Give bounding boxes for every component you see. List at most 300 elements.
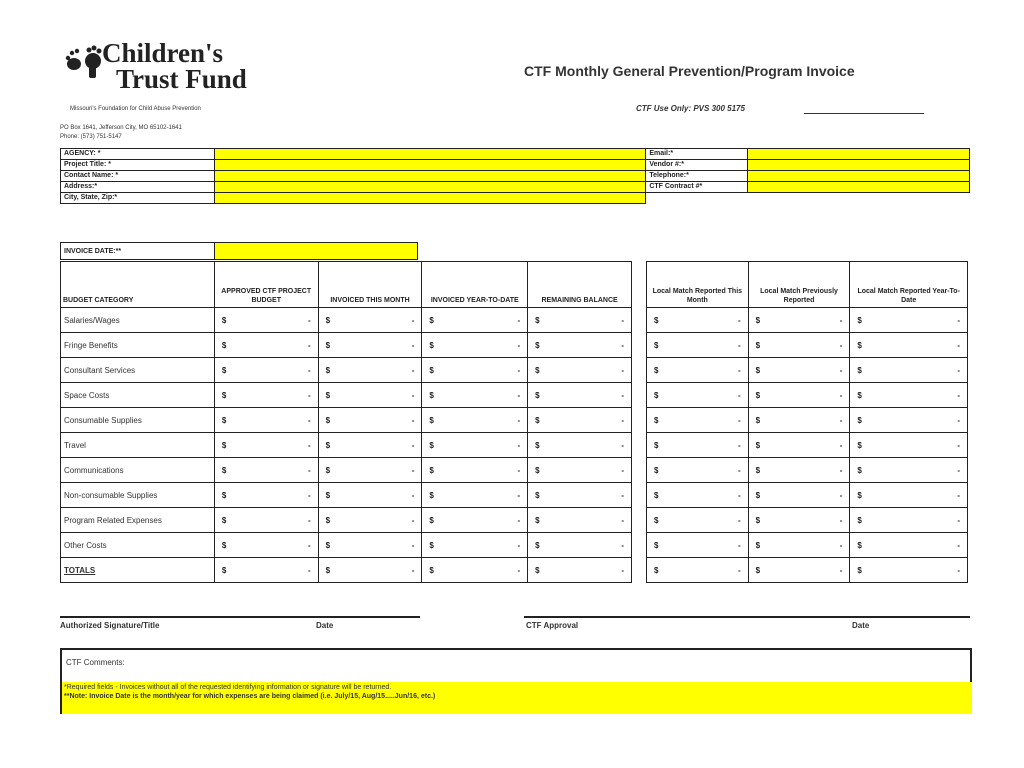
dash-value: - <box>621 515 624 525</box>
logo-wordmark <box>102 40 247 92</box>
currency-symbol: $ <box>221 340 227 350</box>
label-city-state-zip: City, State, Zip:* <box>61 193 215 204</box>
currency-symbol: $ <box>755 340 761 350</box>
invoiced-month-cell[interactable] <box>318 333 422 358</box>
dash-value: - <box>307 340 311 350</box>
invoiced-ytd-cell[interactable] <box>422 333 528 358</box>
table-row <box>61 358 632 383</box>
approved-budget-cell[interactable] <box>214 383 318 408</box>
match-previous-cell[interactable] <box>748 508 850 533</box>
table-row <box>647 333 968 358</box>
currency-symbol: $ <box>325 565 331 575</box>
email-field[interactable] <box>748 149 970 160</box>
match-previous-cell[interactable] <box>748 333 850 358</box>
remaining-balance-cell[interactable] <box>528 358 632 383</box>
dash-value: - <box>307 365 311 375</box>
budget-category-cell: Travel <box>61 433 215 458</box>
dash-value: - <box>517 440 521 450</box>
currency-symbol: $ <box>654 440 659 450</box>
currency-symbol: $ <box>429 490 434 500</box>
match-previous-cell[interactable] <box>748 308 850 333</box>
col-invoiced-month: INVOICED THIS MONTH <box>318 262 422 308</box>
currency-symbol: $ <box>429 465 434 475</box>
approved-budget-cell[interactable] <box>214 458 318 483</box>
dash-value: - <box>957 365 960 375</box>
match-previous-cell[interactable] <box>748 558 850 583</box>
approved-budget-cell[interactable] <box>214 483 318 508</box>
currency-symbol: $ <box>857 315 862 325</box>
dash-value: - <box>307 540 311 550</box>
currency-symbol: $ <box>325 490 331 500</box>
invoiced-ytd-cell[interactable] <box>422 508 528 533</box>
currency-symbol: $ <box>755 465 761 475</box>
dash-value: - <box>307 315 311 325</box>
budget-category-cell: Fringe Benefits <box>61 333 215 358</box>
currency-symbol: $ <box>755 440 761 450</box>
dash-value: - <box>957 465 960 475</box>
dash-value: - <box>738 515 741 525</box>
dash-value: - <box>839 540 843 550</box>
table-row <box>61 333 632 358</box>
approved-budget-cell[interactable] <box>214 533 318 558</box>
remaining-balance-cell[interactable] <box>528 433 632 458</box>
match-ytd-cell[interactable] <box>850 308 968 333</box>
table-row <box>647 383 968 408</box>
remaining-balance-cell[interactable] <box>528 308 632 333</box>
col-match-this-month: Local Match Reported This Month <box>647 262 749 308</box>
currency-symbol: $ <box>857 440 862 450</box>
table-row <box>647 358 968 383</box>
currency-symbol: $ <box>755 365 761 375</box>
currency-symbol: $ <box>654 340 659 350</box>
dash-value: - <box>839 565 843 575</box>
page-title: CTF Monthly General Prevention/Program Invoice <box>524 63 855 79</box>
invoiced-month-cell[interactable] <box>318 408 422 433</box>
currency-symbol: $ <box>755 565 761 575</box>
dash-value: - <box>517 465 521 475</box>
table-row <box>61 483 632 508</box>
table-row <box>647 458 968 483</box>
ctf-comments-label: CTF Comments: <box>66 658 125 667</box>
table-row <box>61 458 632 483</box>
currency-symbol: $ <box>535 440 540 450</box>
dash-value: - <box>307 440 311 450</box>
table-row <box>61 533 632 558</box>
match-ytd-cell[interactable] <box>850 508 968 533</box>
match-ytd-cell[interactable] <box>850 433 968 458</box>
currency-symbol: $ <box>325 465 331 475</box>
currency-symbol: $ <box>755 415 761 425</box>
dash-value: - <box>411 515 415 525</box>
match-ytd-cell[interactable] <box>850 358 968 383</box>
invoice-date-field[interactable] <box>214 243 417 260</box>
currency-symbol: $ <box>325 365 331 375</box>
currency-symbol: $ <box>429 315 434 325</box>
currency-symbol: $ <box>857 490 862 500</box>
table-row <box>647 558 968 583</box>
currency-symbol: $ <box>535 315 540 325</box>
match-month-cell[interactable] <box>647 483 749 508</box>
currency-symbol: $ <box>429 365 434 375</box>
currency-symbol: $ <box>429 415 434 425</box>
dash-value: - <box>621 415 624 425</box>
label-contact-name: Contact Name: * <box>61 171 215 182</box>
address-field[interactable] <box>214 182 645 193</box>
budget-table <box>60 261 632 583</box>
match-previous-cell[interactable] <box>748 408 850 433</box>
dash-value: - <box>839 415 843 425</box>
dash-value: - <box>411 340 415 350</box>
match-ytd-cell[interactable] <box>850 458 968 483</box>
currency-symbol: $ <box>221 365 227 375</box>
match-previous-cell[interactable] <box>748 483 850 508</box>
remaining-balance-cell[interactable] <box>528 558 632 583</box>
label-telephone: Telephone:* <box>646 171 748 182</box>
remaining-balance-cell[interactable] <box>528 408 632 433</box>
match-month-cell[interactable] <box>647 433 749 458</box>
col-match-previous: Local Match Previously Reported <box>748 262 850 308</box>
agency-info-table <box>60 148 970 204</box>
dash-value: - <box>957 340 960 350</box>
budget-category-cell: Consumable Supplies <box>61 408 215 433</box>
dash-value: - <box>517 415 521 425</box>
match-previous-cell[interactable] <box>748 533 850 558</box>
ctf-comments-box[interactable] <box>60 648 972 682</box>
invoiced-ytd-cell[interactable] <box>422 308 528 333</box>
dash-value: - <box>621 540 624 550</box>
currency-symbol: $ <box>755 315 761 325</box>
authorized-signature-line[interactable] <box>60 616 420 618</box>
budget-category-cell: Program Related Expenses <box>61 508 215 533</box>
currency-symbol: $ <box>535 515 540 525</box>
table-row <box>61 383 632 408</box>
match-ytd-cell[interactable] <box>850 333 968 358</box>
note-required-fields: *Required fields - Invoices without all of the requested identifying information or signature will be returned. <box>64 684 392 691</box>
table-row <box>647 308 968 333</box>
date-label-2: Date <box>852 621 870 630</box>
currency-symbol: $ <box>654 515 659 525</box>
tagline: Missouri's Foundation for Child Abuse Prevention <box>70 106 201 112</box>
approved-budget-cell[interactable] <box>214 333 318 358</box>
dash-value: - <box>738 315 741 325</box>
label-agency: AGENCY: * <box>61 149 215 160</box>
invoiced-ytd-cell[interactable] <box>422 358 528 383</box>
ctf-approval-line[interactable] <box>524 616 970 618</box>
dash-value: - <box>411 440 415 450</box>
notes-box <box>60 682 972 714</box>
contract-field[interactable] <box>748 182 970 193</box>
currency-symbol: $ <box>857 565 862 575</box>
currency-symbol: $ <box>325 440 331 450</box>
currency-symbol: $ <box>755 390 761 400</box>
invoiced-ytd-cell[interactable] <box>422 383 528 408</box>
dash-value: - <box>307 490 311 500</box>
dash-value: - <box>621 315 624 325</box>
dash-value: - <box>517 365 521 375</box>
currency-symbol: $ <box>221 515 227 525</box>
table-row <box>61 508 632 533</box>
logo-line2: Trust Fund <box>116 64 247 94</box>
currency-symbol: $ <box>535 565 540 575</box>
dash-value: - <box>307 465 311 475</box>
table-row <box>647 408 968 433</box>
dash-value: - <box>738 465 741 475</box>
approved-budget-cell[interactable] <box>214 558 318 583</box>
dash-value: - <box>839 440 843 450</box>
dash-value: - <box>307 390 311 400</box>
dash-value: - <box>621 490 624 500</box>
budget-category-cell: Consultant Services <box>61 358 215 383</box>
currency-symbol: $ <box>325 415 331 425</box>
ctf-use-field[interactable] <box>804 113 924 114</box>
dash-value: - <box>957 540 960 550</box>
currency-symbol: $ <box>221 440 227 450</box>
dash-value: - <box>957 415 960 425</box>
ctf-use-label: CTF Use Only: PVS 300 5175 <box>636 104 745 113</box>
col-budget-category: BUDGET CATEGORY <box>61 262 215 308</box>
currency-symbol: $ <box>535 365 540 375</box>
approved-budget-cell[interactable] <box>214 358 318 383</box>
dash-value: - <box>411 540 415 550</box>
invoiced-month-cell[interactable] <box>318 358 422 383</box>
dash-value: - <box>411 390 415 400</box>
dash-value: - <box>957 490 960 500</box>
dash-value: - <box>957 565 960 575</box>
match-previous-cell[interactable] <box>748 458 850 483</box>
budget-category-cell: Communications <box>61 458 215 483</box>
approved-budget-cell[interactable] <box>214 433 318 458</box>
currency-symbol: $ <box>429 340 434 350</box>
dash-value: - <box>957 315 960 325</box>
invoiced-ytd-cell[interactable] <box>422 558 528 583</box>
dash-value: - <box>957 515 960 525</box>
match-month-cell[interactable] <box>647 458 749 483</box>
currency-symbol: $ <box>654 390 659 400</box>
currency-symbol: $ <box>654 540 659 550</box>
contact-name-field[interactable] <box>214 171 645 182</box>
label-contract: CTF Contract #* <box>646 182 748 193</box>
currency-symbol: $ <box>535 540 540 550</box>
currency-symbol: $ <box>325 315 331 325</box>
hands-logo-icon <box>62 44 104 80</box>
dash-value: - <box>839 315 843 325</box>
invoiced-month-cell[interactable] <box>318 508 422 533</box>
table-row <box>647 533 968 558</box>
currency-symbol: $ <box>325 340 331 350</box>
currency-symbol: $ <box>654 565 659 575</box>
invoiced-month-cell[interactable] <box>318 308 422 333</box>
dash-value: - <box>517 565 521 575</box>
dash-value: - <box>517 540 521 550</box>
invoiced-month-cell[interactable] <box>318 558 422 583</box>
dash-value: - <box>621 340 624 350</box>
authorized-signature-label: Authorized Signature/Title <box>60 621 160 630</box>
dash-value: - <box>738 390 741 400</box>
dash-value: - <box>738 340 741 350</box>
currency-symbol: $ <box>857 415 862 425</box>
invoiced-ytd-cell[interactable] <box>422 408 528 433</box>
dash-value: - <box>738 565 741 575</box>
table-row <box>61 558 632 583</box>
match-previous-cell[interactable] <box>748 433 850 458</box>
local-match-table <box>646 261 968 583</box>
budget-category-cell: Space Costs <box>61 383 215 408</box>
match-previous-cell[interactable] <box>748 358 850 383</box>
address: PO Box 1641, Jefferson City, MO 65102-1641 <box>60 125 182 131</box>
currency-symbol: $ <box>755 515 761 525</box>
currency-symbol: $ <box>755 490 761 500</box>
approved-budget-cell[interactable] <box>214 408 318 433</box>
currency-symbol: $ <box>857 465 862 475</box>
currency-symbol: $ <box>221 315 227 325</box>
dash-value: - <box>839 390 843 400</box>
match-ytd-cell[interactable] <box>850 558 968 583</box>
match-month-cell[interactable] <box>647 383 749 408</box>
vendor-field[interactable] <box>748 160 970 171</box>
currency-symbol: $ <box>429 565 434 575</box>
invoiced-ytd-cell[interactable] <box>422 458 528 483</box>
col-match-ytd: Local Match Reported Year-To-Date <box>850 262 968 308</box>
invoiced-ytd-cell[interactable] <box>422 533 528 558</box>
match-month-cell[interactable] <box>647 508 749 533</box>
currency-symbol: $ <box>221 565 227 575</box>
dash-value: - <box>411 465 415 475</box>
remaining-balance-cell[interactable] <box>528 383 632 408</box>
label-email: Email:* <box>646 149 748 160</box>
currency-symbol: $ <box>535 340 540 350</box>
label-project-title: Project Title: * <box>61 160 215 171</box>
currency-symbol: $ <box>535 465 540 475</box>
currency-symbol: $ <box>429 440 434 450</box>
label-vendor: Vendor #:* <box>646 160 748 171</box>
budget-category-cell: TOTALS <box>61 558 215 583</box>
dash-value: - <box>411 315 415 325</box>
table-row <box>647 483 968 508</box>
remaining-balance-cell[interactable] <box>528 333 632 358</box>
match-month-cell[interactable] <box>647 408 749 433</box>
currency-symbol: $ <box>429 540 434 550</box>
currency-symbol: $ <box>325 540 331 550</box>
invoiced-month-cell[interactable] <box>318 433 422 458</box>
match-month-cell[interactable] <box>647 533 749 558</box>
dash-value: - <box>621 565 624 575</box>
ctf-approval-label: CTF Approval <box>526 621 579 630</box>
dash-value: - <box>411 490 415 500</box>
match-month-cell[interactable] <box>647 558 749 583</box>
dash-value: - <box>738 365 741 375</box>
invoiced-ytd-cell[interactable] <box>422 433 528 458</box>
invoiced-ytd-cell[interactable] <box>422 483 528 508</box>
invoiced-month-cell[interactable] <box>318 483 422 508</box>
currency-symbol: $ <box>654 465 659 475</box>
logo-line1: Children's <box>102 38 224 68</box>
budget-category-cell: Salaries/Wages <box>61 308 215 333</box>
remaining-balance-cell[interactable] <box>528 508 632 533</box>
invoiced-month-cell[interactable] <box>318 533 422 558</box>
dash-value: - <box>517 490 521 500</box>
table-row <box>647 508 968 533</box>
dash-value: - <box>621 465 624 475</box>
table-row <box>61 433 632 458</box>
invoiced-month-cell[interactable] <box>318 383 422 408</box>
dash-value: - <box>411 365 415 375</box>
currency-symbol: $ <box>535 490 540 500</box>
currency-symbol: $ <box>221 390 227 400</box>
table-row <box>61 308 632 333</box>
approved-budget-cell[interactable] <box>214 508 318 533</box>
col-invoiced-ytd: INVOICED YEAR-TO-DATE <box>422 262 528 308</box>
remaining-balance-cell[interactable] <box>528 533 632 558</box>
match-ytd-cell[interactable] <box>850 383 968 408</box>
match-previous-cell[interactable] <box>748 383 850 408</box>
agency-field[interactable] <box>214 149 645 160</box>
phone: Phone: (573) 751-5147 <box>60 134 122 140</box>
dash-value: - <box>621 390 624 400</box>
match-month-cell[interactable] <box>647 308 749 333</box>
city-state-zip-field[interactable] <box>214 193 645 204</box>
dash-value: - <box>307 515 311 525</box>
note-invoice-date: **Note: Invoice Date is the month/year for which expenses are being claimed (i.e. July/15, Aug/15.....Jun/16, etc.) <box>64 693 436 700</box>
dash-value: - <box>738 540 741 550</box>
budget-table-body <box>61 308 632 583</box>
budget-category-cell: Non-consumable Supplies <box>61 483 215 508</box>
invoiced-month-cell[interactable] <box>318 458 422 483</box>
dash-value: - <box>957 390 960 400</box>
remaining-balance-cell[interactable] <box>528 458 632 483</box>
currency-symbol: $ <box>325 390 331 400</box>
approved-budget-cell[interactable] <box>214 308 318 333</box>
dash-value: - <box>621 365 624 375</box>
invoice-date-table <box>60 242 418 260</box>
currency-symbol: $ <box>654 415 659 425</box>
currency-symbol: $ <box>857 390 862 400</box>
dash-value: - <box>411 415 415 425</box>
dash-value: - <box>839 515 843 525</box>
match-ytd-cell[interactable] <box>850 408 968 433</box>
match-ytd-cell[interactable] <box>850 483 968 508</box>
project-title-field[interactable] <box>214 160 645 171</box>
dash-value: - <box>517 340 521 350</box>
dash-value: - <box>621 440 624 450</box>
dash-value: - <box>839 340 843 350</box>
blank-cell <box>646 193 970 204</box>
dash-value: - <box>307 565 311 575</box>
dash-value: - <box>517 515 521 525</box>
col-approved-budget: APPROVED CTF PROJECT BUDGET <box>214 262 318 308</box>
currency-symbol: $ <box>857 540 862 550</box>
label-address: Address:* <box>61 182 215 193</box>
currency-symbol: $ <box>429 390 434 400</box>
currency-symbol: $ <box>221 490 227 500</box>
currency-symbol: $ <box>654 490 659 500</box>
currency-symbol: $ <box>755 540 761 550</box>
match-month-cell[interactable] <box>647 333 749 358</box>
dash-value: - <box>839 490 843 500</box>
telephone-field[interactable] <box>748 171 970 182</box>
currency-symbol: $ <box>857 340 862 350</box>
currency-symbol: $ <box>857 515 862 525</box>
currency-symbol: $ <box>429 515 434 525</box>
match-month-cell[interactable] <box>647 358 749 383</box>
currency-symbol: $ <box>221 465 227 475</box>
dash-value: - <box>839 365 843 375</box>
dash-value: - <box>839 465 843 475</box>
remaining-balance-cell[interactable] <box>528 483 632 508</box>
col-remaining-balance: REMAINING BALANCE <box>528 262 632 308</box>
currency-symbol: $ <box>325 515 331 525</box>
match-ytd-cell[interactable] <box>850 533 968 558</box>
currency-symbol: $ <box>221 415 227 425</box>
